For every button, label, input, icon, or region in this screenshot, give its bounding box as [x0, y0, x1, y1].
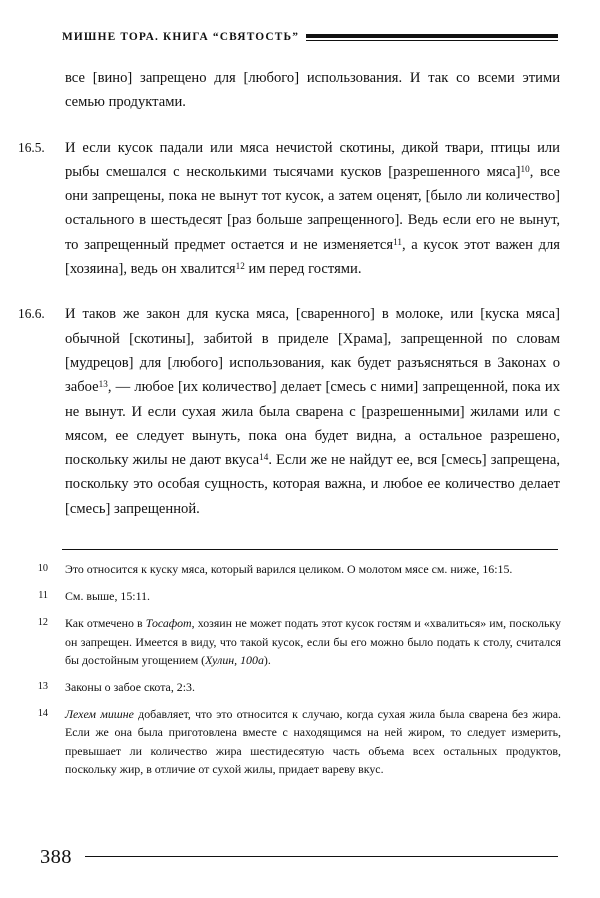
footnote-separator-rule — [62, 549, 558, 550]
footnote-number[interactable]: 10 — [37, 563, 48, 574]
footnote-item — [18, 705, 560, 778]
page-footer — [40, 844, 558, 870]
halacha-text-run: И таков же закон для куска мяса, [сваренного] в молоке, или [куска мяса] обычной [скотины], забитой в приделе [Храма], запрещенной по словам [мудрецов] для [любого] использования, как будет разъясняться в Законах о забое — [65, 306, 560, 396]
footnote-item — [18, 587, 560, 605]
footnote-text — [65, 560, 561, 578]
footnote-text-run: , хозяин не может подать этот кусок гостям и «хвалиться» им, поскольку он запрещен. Имеется в виду, что такой кусок, если бы его можно было подать к столу, считался бы достойным угощением ( — [65, 616, 561, 667]
running-header — [62, 26, 558, 48]
footnote-cited-title: Лехем мишне — [65, 707, 134, 722]
footnote-cited-title: Хулин, 100а — [205, 652, 264, 667]
halacha-text — [65, 302, 560, 521]
footnote-item — [18, 560, 560, 578]
halacha-number: 16.5. — [18, 139, 45, 155]
footnote-item — [18, 614, 560, 669]
footnote-text — [65, 678, 561, 696]
footnote-number[interactable]: 14 — [37, 708, 48, 720]
footnote-marker[interactable]: 11 — [393, 236, 402, 247]
footnote-number[interactable]: 12 — [37, 617, 48, 629]
footnote-text-run: См. выше, 15:11. — [65, 589, 150, 604]
footnote-marker[interactable]: 13 — [98, 379, 108, 390]
footnote-text-run: ). — [263, 652, 271, 667]
halacha-text-run: И если кусок падали или мяса нечистой скотины, дикой твари, птицы или рыбы смешался с несколькими тысячами кусков [разрешенного мяса] — [65, 139, 560, 180]
page-number: 388 — [40, 845, 72, 868]
footnote-marker[interactable]: 10 — [520, 163, 530, 174]
halacha-text-run: , все они запрещены, пока не вынут тот кусок, а затем оценят, [было ли количество] остального в шестьдесят [раз больше запрещенного]. Ведь если его не вынут, то запрещенный предмет остается и не изменяется — [65, 163, 560, 253]
footnote-text-run: Это относится к куску мяса, который варился целиком. О молотом мясе см. ниже, 16:15. — [65, 562, 513, 576]
halacha-text-run: им перед гостями. — [244, 261, 362, 278]
halacha-text — [65, 136, 560, 282]
footnote-text-run: Законы о забое скота, 2:3. — [65, 680, 195, 695]
halacha-number: 16.6. — [18, 306, 45, 322]
footnote-number[interactable]: 11 — [38, 590, 48, 602]
footnote-text — [65, 587, 561, 605]
footnote-text — [65, 614, 561, 669]
footnote-marker[interactable]: 14 — [259, 451, 269, 462]
footnote-item — [18, 678, 560, 696]
footnotes-block — [18, 549, 560, 778]
halacha-section — [18, 302, 560, 521]
halacha-section — [18, 136, 560, 282]
running-header-rule — [306, 34, 558, 41]
halacha-text-run: , — любое [их количество] делает [смесь с ними] запрещенной, пока их не вынут. И если сухая жила была сварена с [разрешенными] жилами или с мясом, ее следует вынуть, пока она будет видна, а остальное разрешено, поскольку жилы не дают вкуса — [65, 379, 560, 469]
halacha-sections — [18, 136, 560, 521]
footnote-number[interactable]: 13 — [37, 681, 48, 693]
page-body — [18, 66, 560, 521]
page-footer-rule — [85, 856, 558, 857]
footnote-text — [65, 705, 561, 778]
footnote-list — [18, 560, 560, 778]
running-header-title: МИШНЕ ТОРА. КНИГА “СВЯТОСТЬ” — [62, 31, 300, 43]
footnote-text-run: добавляет, что это относится к случаю, когда сухая жила была сварена без жира. Если же она была приготовлена вместе с находящимся на ней жиром, то следует измерить, превышает ли количество жира шестидесятую часть объема всех остальных продуктов, поскольку жир, в отличие от сухой жилы, придает вареву вкус. — [65, 707, 561, 776]
lead-paragraph: все [вино] запрещено для [любого] использования. И так со всеми этими семью продуктами. — [65, 70, 560, 111]
footnote-marker[interactable]: 12 — [235, 260, 245, 271]
footnote-cited-title: Тосафот — [145, 616, 192, 631]
halacha-text-run: , а кусок этот важен для [хозяина], ведь он хвалится — [65, 236, 560, 278]
footnote-text-run: Как отмечено в — [65, 616, 146, 631]
halacha-text-run: . Если же не найдут ее, вся [смесь] запрещена, поскольку это особая сущность, которая важна, и любое ее количество делает [смесь] запрещенной. — [65, 452, 560, 517]
